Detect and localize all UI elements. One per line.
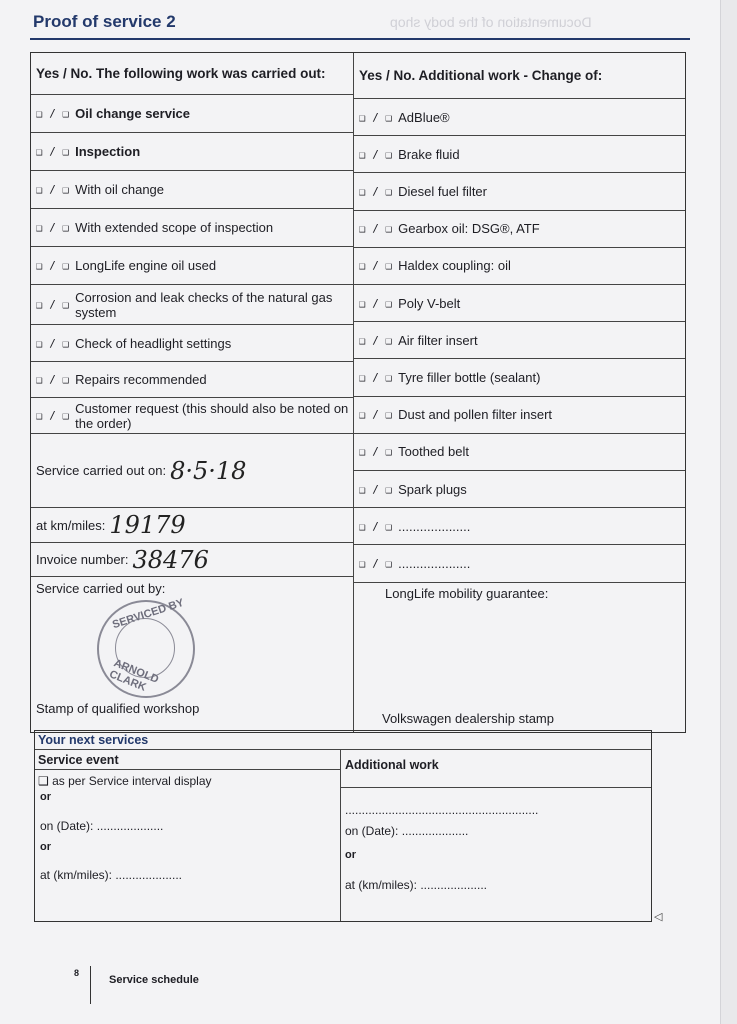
invoice-value: 38476 — [132, 545, 209, 574]
yes-no-checkbox[interactable]: ❑ / ❑ — [359, 482, 393, 496]
left-column-header: Yes / No. The following work was carried out: — [31, 53, 353, 95]
km-label: at km/miles: — [36, 517, 106, 533]
next-km-field[interactable]: at (km/miles): .................... — [40, 868, 183, 882]
service-event-header: Service event — [38, 753, 119, 767]
service-date-row — [31, 434, 353, 508]
right-item-row — [354, 508, 685, 545]
yes-no-checkbox[interactable]: ❑ / ❑ — [359, 259, 393, 273]
right-item-row — [354, 359, 685, 396]
service-date-value: 8·5·18 — [170, 456, 247, 485]
mirrored-bleed-text: Documentation of the body shop — [390, 14, 592, 30]
workshop-stamp-label: Stamp of qualified workshop — [36, 701, 200, 716]
yes-no-checkbox[interactable]: ❑ / ❑ — [359, 184, 393, 198]
yes-no-checkbox[interactable]: ❑ / ❑ — [359, 147, 393, 161]
yes-no-checkbox[interactable]: ❑ / ❑ — [359, 519, 393, 533]
left-item-label: LongLife engine oil used — [75, 258, 217, 273]
left-item-row — [31, 325, 353, 362]
page-title: Proof of service 2 — [33, 12, 176, 31]
invoice-label: Invoice number: — [36, 552, 129, 567]
right-item-row — [354, 471, 685, 508]
left-item-row — [31, 398, 353, 434]
left-item-row — [31, 247, 353, 285]
right-column-header: Yes / No. Additional work - Change of: — [354, 53, 685, 99]
footer-rule — [90, 966, 91, 1004]
left-item-label: Repairs recommended — [75, 372, 207, 387]
triangle-icon: ◁ — [654, 911, 663, 923]
invoice-row — [31, 543, 353, 577]
right-item-label: Air filter insert — [398, 332, 478, 348]
serviced-by-stamp — [97, 596, 195, 698]
left-item-row — [31, 95, 353, 133]
next-services-table — [34, 730, 652, 922]
yes-no-checkbox[interactable]: ❑ / ❑ — [359, 222, 393, 236]
left-item-row — [31, 209, 353, 247]
stamp-text-top: SERVICED BY — [110, 596, 186, 632]
left-item-label: Oil change service — [75, 106, 191, 121]
right-item-label: .................... — [398, 555, 471, 571]
right-item-row — [354, 285, 685, 322]
yes-no-checkbox[interactable]: ❑ / ❑ — [36, 336, 70, 350]
right-item-label: Gearbox oil: DSG®, ATF — [398, 221, 540, 237]
yes-no-checkbox[interactable]: ❑ / ❑ — [359, 370, 393, 384]
left-header-rule — [35, 769, 340, 770]
page-number: 8 — [74, 968, 80, 978]
heading-rule — [35, 749, 651, 750]
km-value: 19179 — [109, 511, 186, 539]
service-carried-out-by-label: Service carried out by: — [36, 581, 166, 596]
yes-no-checkbox[interactable]: ❑ / ❑ — [359, 110, 393, 124]
right-item-row — [354, 99, 685, 136]
left-item-label: With oil change — [75, 182, 165, 197]
right-item-label: AdBlue® — [398, 109, 450, 125]
right-header-rule — [340, 787, 651, 788]
yes-no-checkbox[interactable]: ❑ / ❑ — [36, 107, 70, 120]
footer-section-name: Service schedule — [109, 974, 199, 986]
left-item-label: Corrosion and leak checks of the natural gas system — [75, 289, 333, 320]
right-item-label: Tyre filler bottle (sealant) — [398, 369, 541, 385]
left-item-label: Inspection — [75, 144, 141, 159]
service-date-label: Service carried out on: — [36, 463, 167, 478]
yes-no-checkbox[interactable]: ❑ / ❑ — [36, 221, 70, 234]
right-item-label: Toothed belt — [398, 444, 469, 460]
right-item-row — [354, 397, 685, 434]
title-rule — [30, 38, 690, 40]
right-item-row — [354, 248, 685, 285]
right-item-row — [354, 322, 685, 359]
yes-no-checkbox[interactable]: ❑ / ❑ — [359, 333, 393, 347]
yes-no-checkbox[interactable]: ❑ / ❑ — [36, 373, 70, 386]
yes-no-checkbox[interactable]: ❑ / ❑ — [359, 556, 393, 570]
yes-no-checkbox[interactable]: ❑ / ❑ — [36, 259, 70, 272]
or-label-1: or — [40, 791, 51, 803]
yes-no-checkbox[interactable]: ❑ / ❑ — [36, 409, 70, 422]
yes-no-checkbox[interactable]: ❑ / ❑ — [36, 298, 70, 311]
next-date-field[interactable]: on (Date): .................... — [40, 819, 164, 833]
dealership-stamp-label: Volkswagen dealership stamp — [382, 711, 554, 726]
additional-date-field[interactable]: on (Date): .................... — [345, 824, 469, 838]
yes-no-checkbox[interactable]: ❑ / ❑ — [359, 445, 393, 459]
guarantee-label: LongLife mobility guarantee: — [385, 586, 549, 601]
left-item-row — [31, 133, 353, 171]
yes-no-checkbox[interactable]: ❑ / ❑ — [359, 296, 393, 310]
next-services-divider — [340, 749, 341, 921]
right-item-label: Brake fluid — [398, 146, 460, 162]
interval-display-option[interactable]: ❑ as per Service interval display — [38, 774, 212, 788]
yes-no-checkbox[interactable]: ❑ / ❑ — [36, 183, 70, 196]
right-item-label: Dust and pollen filter insert — [398, 407, 553, 423]
left-item-label: Check of headlight settings — [75, 335, 232, 351]
yes-no-checkbox[interactable]: ❑ / ❑ — [36, 145, 70, 158]
right-item-label: Haldex coupling: oil — [398, 258, 511, 274]
or-label-3: or — [345, 849, 356, 861]
additional-work-field[interactable]: .......................................................... — [345, 803, 539, 817]
additional-km-field[interactable]: at (km/miles): .................... — [345, 878, 488, 892]
left-item-label: Customer request (this should also be noted on the order) — [75, 400, 349, 431]
left-item-row — [31, 171, 353, 209]
or-label-2: or — [40, 841, 51, 853]
right-item-label: Diesel fuel filter — [398, 183, 487, 199]
right-item-label: Poly V-belt — [398, 295, 461, 311]
right-item-row — [354, 136, 685, 173]
right-item-row — [354, 434, 685, 471]
stamp-text-bottom: ARNOLD CLARK — [107, 657, 161, 694]
right-item-row — [354, 173, 685, 210]
left-item-row — [31, 362, 353, 398]
left-item-label: With extended scope of inspection — [75, 220, 274, 235]
right-item-row — [354, 545, 685, 582]
left-item-row — [31, 285, 353, 325]
right-item-row — [354, 211, 685, 248]
additional-work-header: Additional work — [345, 758, 439, 772]
yes-no-checkbox[interactable]: ❑ / ❑ — [359, 408, 393, 422]
next-services-heading: Your next services — [38, 733, 149, 747]
km-row — [31, 508, 353, 543]
right-item-label: .................... — [398, 518, 471, 534]
right-item-label: Spark plugs — [398, 481, 467, 497]
